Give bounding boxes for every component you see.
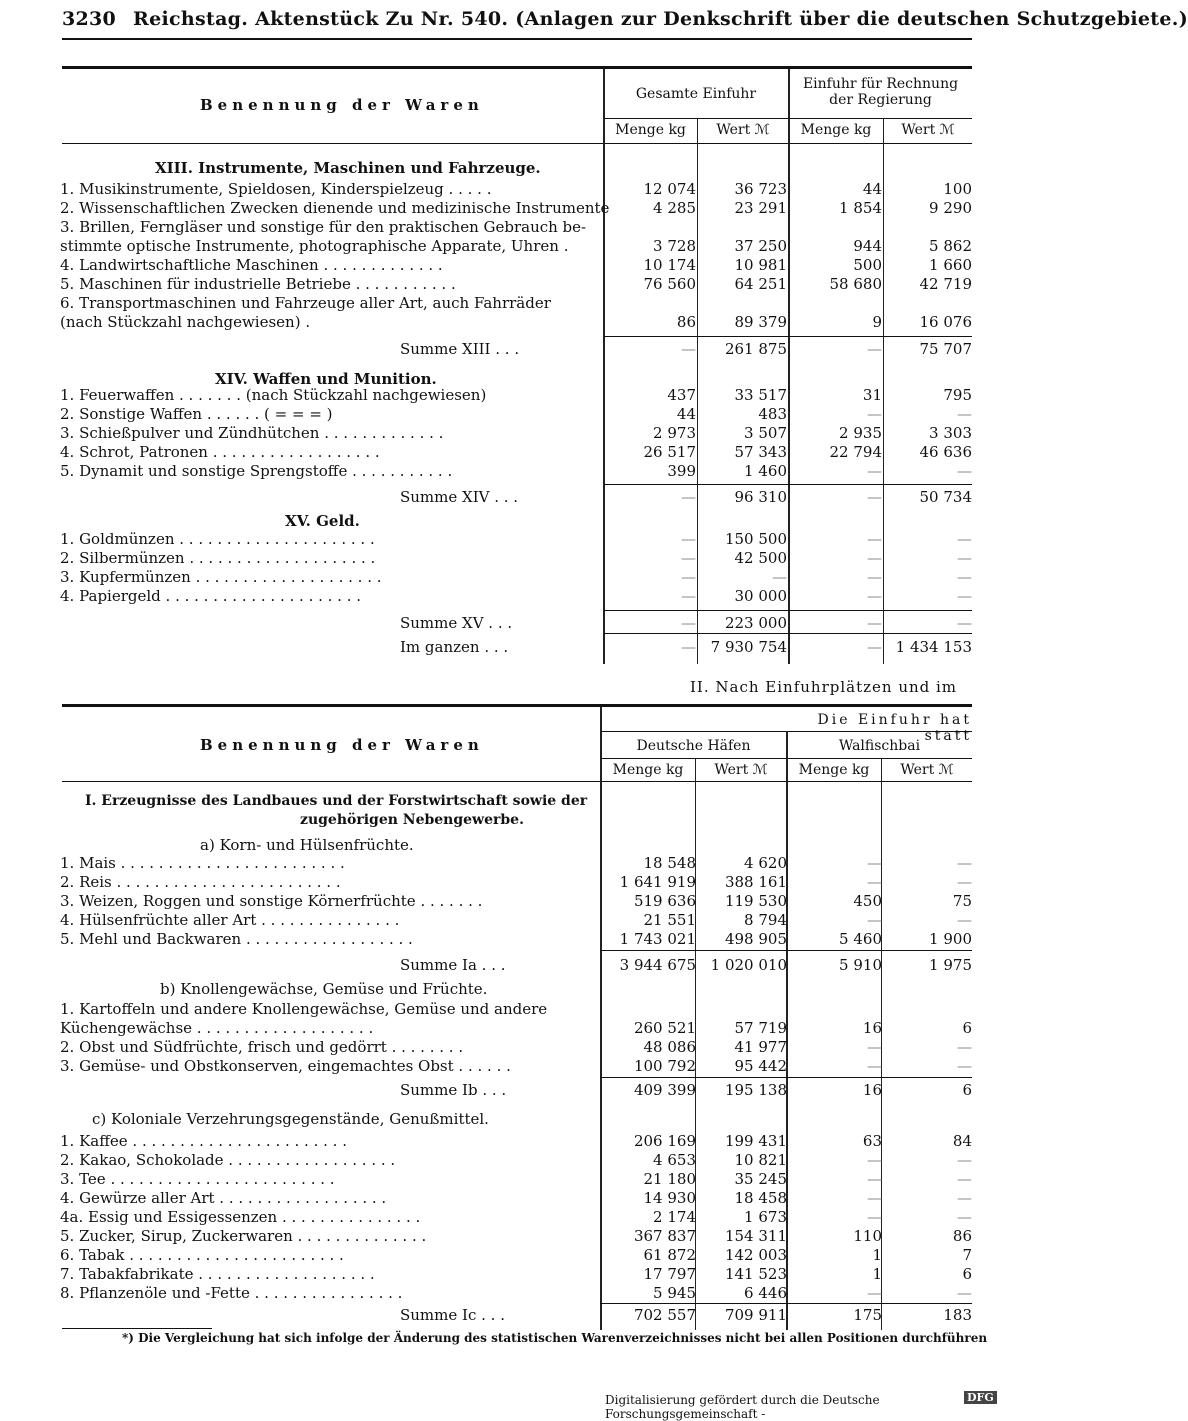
page-title: Reichstag. Aktenstück Zu Nr. 540. (Anlagen zur Denkschrift über die deutschen Schutzgebiete.): [133, 8, 1188, 30]
table-row: [0, 1246, 1000, 1265]
table2-wert-1: Wert ℳ: [714, 762, 768, 778]
subsection-b: b) Knollengewächse, Gemüse und Früchte.: [160, 980, 488, 998]
table-row: [0, 911, 1000, 930]
table-row: [0, 549, 1000, 568]
table1-wert-1: Wert ℳ: [716, 122, 770, 138]
cell-menge: 17 797: [643, 1265, 696, 1283]
row-label: 8. Pflanzenöle und -Fette . . . . . . . . . . . . . . . .: [60, 1284, 403, 1302]
cell-menge: 18 548: [643, 854, 696, 872]
cell-menge: 4 653: [653, 1151, 696, 1169]
cell-wert: —: [957, 854, 972, 872]
sum13-rule: [604, 336, 972, 337]
row-label: 3. Gemüse- und Obstkonserven, eingemachtes Obst . . . . . .: [60, 1057, 511, 1075]
cell-menge: 58 680: [829, 275, 882, 293]
table-row: [0, 443, 1000, 462]
footnote-rule: [62, 1328, 212, 1329]
cell-wert: 1 975: [929, 956, 972, 974]
cell-wert: 498 905: [724, 930, 787, 948]
cell-menge: —: [867, 549, 882, 567]
cell-menge: 367 837: [633, 1227, 696, 1245]
cell-menge: —: [681, 587, 696, 605]
table1-grp2b: der Regierung: [829, 92, 932, 108]
cell-menge: 4 285: [653, 199, 696, 217]
cell-menge: 1 641 919: [619, 873, 696, 891]
cell-wert: 6: [962, 1019, 972, 1037]
table2-head-rule: [62, 781, 972, 782]
cell-menge: —: [867, 854, 882, 872]
table2-grp2: Walfischbai: [838, 738, 921, 754]
table-row: [0, 1132, 1000, 1151]
row-label: 1. Mais . . . . . . . . . . . . . . . . . . . . . . . .: [60, 854, 345, 872]
cell-menge: —: [681, 549, 696, 567]
sum15-rule: [604, 610, 972, 611]
cell-wert: —: [957, 1170, 972, 1188]
cell-wert: 6 446: [744, 1284, 787, 1302]
cell-menge: 1: [872, 1246, 882, 1264]
subsection-c: c) Koloniale Verzehrungsgegenstände, Genußmittel.: [92, 1110, 489, 1128]
sum-row: [0, 1306, 1000, 1325]
cell-menge: 14 930: [643, 1189, 696, 1207]
cell-menge: 86: [676, 313, 696, 331]
cell-wert: —: [957, 549, 972, 567]
row-label: 4. Landwirtschaftliche Maschinen . . . . . . . . . . . . .: [60, 256, 443, 274]
table1-menge-2: Menge kg: [800, 122, 872, 138]
cell-wert: 10 821: [734, 1151, 787, 1169]
sum-label: Summe XIV . . .: [400, 488, 519, 506]
cell-menge: 44: [676, 405, 696, 423]
cell-menge: 5 910: [839, 956, 882, 974]
row-label: 4. Schrot, Patronen . . . . . . . . . . . . . . . . . .: [60, 443, 380, 461]
cell-wert: —: [772, 568, 787, 586]
cell-wert: 6: [962, 1265, 972, 1283]
table-row: [0, 930, 1000, 949]
row-label: 2. Kakao, Schokolade . . . . . . . . . . . . . . . . . .: [60, 1151, 396, 1169]
cell-menge: —: [867, 587, 882, 605]
cell-menge: —: [681, 530, 696, 548]
cell-wert: 57 719: [734, 1019, 787, 1037]
cell-menge: —: [867, 614, 882, 632]
cell-wert: 57 343: [734, 443, 787, 461]
dfg-logo: DFG: [964, 1391, 997, 1404]
cell-menge: 206 169: [633, 1132, 696, 1150]
cell-wert: 41 977: [734, 1038, 787, 1056]
cell-wert: 709 911: [724, 1306, 787, 1324]
row-label: (nach Stückzahl nachgewiesen) .: [60, 313, 311, 331]
table-row: [0, 180, 1000, 199]
cell-wert: 35 245: [734, 1170, 787, 1188]
row-label: 4. Gewürze aller Art . . . . . . . . . . . . . . . . . .: [60, 1189, 387, 1207]
sumc-rule: [600, 1303, 972, 1304]
table-row: [0, 237, 1000, 256]
row-label: 5. Dynamit und sonstige Sprengstoffe . . . . . . . . . . .: [60, 462, 453, 480]
cell-menge: 9: [872, 313, 882, 331]
cell-menge: 21 551: [643, 911, 696, 929]
table-row: [0, 199, 1000, 218]
table-row: [0, 1057, 1000, 1076]
row-label: 1. Goldmünzen . . . . . . . . . . . . . . . . . . . . .: [60, 530, 375, 548]
table-row: [0, 1189, 1000, 1208]
cell-wert: 199 431: [724, 1132, 787, 1150]
cell-wert: 95 442: [734, 1057, 787, 1075]
cell-wert: —: [957, 1057, 972, 1075]
cell-menge: 5 460: [839, 930, 882, 948]
cell-wert: 18 458: [734, 1189, 787, 1207]
cell-wert: —: [957, 911, 972, 929]
cell-wert: 42 719: [919, 275, 972, 293]
cell-wert: 154 311: [724, 1227, 787, 1245]
row-label: 7. Tabakfabrikate . . . . . . . . . . . . . . . . . . .: [60, 1265, 375, 1283]
cell-wert: 16 076: [919, 313, 972, 331]
table1-head-rule: [62, 143, 972, 144]
cell-wert: 195 138: [724, 1081, 787, 1099]
cell-wert: —: [957, 1284, 972, 1302]
table-row: [0, 313, 1000, 332]
table-row: [0, 1208, 1000, 1227]
cell-menge: 110: [853, 1227, 882, 1245]
cell-wert: 7 930 754: [710, 638, 787, 656]
row-label: 2. Sonstige Waffen . . . . . . ( = = = ): [60, 405, 333, 423]
cell-wert: 84: [952, 1132, 972, 1150]
cell-wert: 46 636: [919, 443, 972, 461]
row-label: 3. Brillen, Ferngläser und sonstige für den praktischen Gebrauch be-: [60, 218, 587, 236]
sum-label: Summe Ib . . .: [400, 1081, 507, 1099]
footnote: *) Die Vergleichung hat sich infolge der Änderung des statistischen Warenverzeichnisses nicht bei allen Positionen durchführen: [122, 1331, 988, 1345]
table-row: [0, 462, 1000, 481]
row-label: 4. Papiergeld . . . . . . . . . . . . . . . . . . . . .: [60, 587, 362, 605]
row-label: 2. Silbermünzen . . . . . . . . . . . . . . . . . . . .: [60, 549, 376, 567]
row-label: 4a. Essig und Essigessenzen . . . . . . . . . . . . . . .: [60, 1208, 421, 1226]
cell-menge: 44: [862, 180, 882, 198]
table-row: [0, 1000, 1000, 1019]
cell-menge: 76 560: [643, 275, 696, 293]
cell-menge: —: [681, 614, 696, 632]
row-label: 2. Reis . . . . . . . . . . . . . . . . . . . . . . . .: [60, 873, 341, 891]
cell-wert: 100: [943, 180, 972, 198]
cell-menge: —: [681, 488, 696, 506]
row-label: 1. Kartoffeln und andere Knollengewächse, Gemüse und andere: [60, 1000, 548, 1018]
row-label: 6. Tabak . . . . . . . . . . . . . . . . . . . . . . .: [60, 1246, 344, 1264]
cell-wert: 23 291: [734, 199, 787, 217]
sum-label: Summe XV . . .: [400, 614, 513, 632]
part2-title: II. Nach Einfuhrplätzen und im: [690, 678, 958, 696]
row-label: 4. Hülsenfrüchte aller Art . . . . . . . . . . . . . . .: [60, 911, 400, 929]
cell-menge: —: [867, 1189, 882, 1207]
table-row: [0, 1038, 1000, 1057]
sum14-rule: [604, 484, 972, 485]
table-row: [0, 386, 1000, 405]
cell-menge: 3 944 675: [619, 956, 696, 974]
cell-menge: —: [867, 488, 882, 506]
row-label: 1. Kaffee . . . . . . . . . . . . . . . . . . . . . . .: [60, 1132, 347, 1150]
row-label: Küchengewächse . . . . . . . . . . . . . . . . . . .: [60, 1019, 374, 1037]
cell-wert: 142 003: [724, 1246, 787, 1264]
cell-wert: 86: [952, 1227, 972, 1245]
cell-menge: 100 792: [633, 1057, 696, 1075]
cell-menge: —: [867, 1170, 882, 1188]
section-i-line2: zugehörigen Nebengewerbe.: [300, 812, 524, 828]
cell-menge: 5 945: [653, 1284, 696, 1302]
page-header: [62, 8, 1188, 30]
cell-menge: 16: [862, 1081, 882, 1099]
cell-wert: 388 161: [724, 873, 787, 891]
cell-menge: —: [867, 405, 882, 423]
table-row: [0, 1227, 1000, 1246]
cell-wert: —: [957, 1208, 972, 1226]
sum-row: [0, 1081, 1000, 1100]
cell-wert: 795: [943, 386, 972, 404]
cell-wert: 7: [962, 1246, 972, 1264]
cell-menge: 48 086: [643, 1038, 696, 1056]
cell-wert: 261 875: [724, 340, 787, 358]
cell-menge: 2 935: [839, 424, 882, 442]
cell-menge: 22 794: [829, 443, 882, 461]
table2-top-rule: [62, 704, 972, 707]
section-xiv: XIV. Waffen und Munition.: [215, 370, 437, 388]
row-label: 5. Zucker, Sirup, Zuckerwaren . . . . . . . . . . . . . .: [60, 1227, 427, 1245]
row-label: 3. Tee . . . . . . . . . . . . . . . . . . . . . . . .: [60, 1170, 335, 1188]
cell-wert: —: [957, 405, 972, 423]
table1-menge-1: Menge kg: [615, 122, 686, 138]
table2-menge-1: Menge kg: [612, 762, 684, 778]
cell-menge: 61 872: [643, 1246, 696, 1264]
table1-col-title: Benennung der Waren: [200, 96, 484, 114]
cell-wert: 10 981: [734, 256, 787, 274]
cell-wert: 30 000: [734, 587, 787, 605]
cell-wert: 9 290: [929, 199, 972, 217]
cell-menge: 1 854: [839, 199, 882, 217]
table-row: [0, 892, 1000, 911]
sum-row: [0, 614, 1000, 633]
table2-menge-2: Menge kg: [798, 762, 870, 778]
table1-top-rule: [62, 66, 972, 69]
sumb-rule: [600, 1077, 972, 1078]
table1-wert-2: Wert ℳ: [901, 122, 955, 138]
row-label: 3. Schießpulver und Zündhütchen . . . . . . . . . . . . .: [60, 424, 444, 442]
table2-wert-2: Wert ℳ: [900, 762, 954, 778]
cell-menge: 63: [862, 1132, 882, 1150]
cell-wert: 42 500: [734, 549, 787, 567]
row-label: 2. Obst und Südfrüchte, frisch und gedörrt . . . . . . . .: [60, 1038, 464, 1056]
table2-top-title: Die Einfuhr hat statt: [817, 712, 972, 744]
sum-row: [0, 488, 1000, 507]
cell-menge: —: [867, 462, 882, 480]
cell-menge: 2 973: [653, 424, 696, 442]
cell-wert: —: [957, 462, 972, 480]
table-row: [0, 1151, 1000, 1170]
table-row: [0, 873, 1000, 892]
sum-row: [0, 956, 1000, 975]
cell-wert: 223 000: [724, 614, 787, 632]
cell-wert: 50 734: [919, 488, 972, 506]
row-label: 2. Wissenschaftlichen Zwecken dienende und medizinische Instrumente: [60, 199, 610, 217]
cell-wert: 1 020 010: [710, 956, 787, 974]
cell-wert: 1 660: [929, 256, 972, 274]
row-label: 5. Mehl und Backwaren . . . . . . . . . . . . . . . . . .: [60, 930, 413, 948]
table-row: [0, 405, 1000, 424]
cell-menge: 437: [667, 386, 696, 404]
table2-grp1: Deutsche Häfen: [636, 738, 751, 754]
cell-wert: 75: [952, 892, 972, 910]
cell-wert: 75 707: [919, 340, 972, 358]
cell-wert: 5 862: [929, 237, 972, 255]
table-row: [0, 256, 1000, 275]
cell-menge: 399: [667, 462, 696, 480]
cell-wert: 3 303: [929, 424, 972, 442]
cell-wert: 33 517: [734, 386, 787, 404]
cell-menge: —: [867, 873, 882, 891]
sum-row: [0, 340, 1000, 359]
cell-menge: 1 743 021: [619, 930, 696, 948]
sum-label: Summe XIII . . .: [400, 340, 520, 358]
cell-menge: —: [867, 1208, 882, 1226]
cell-menge: 16: [862, 1019, 882, 1037]
cell-wert: 8 794: [744, 911, 787, 929]
cell-wert: 1 434 153: [895, 638, 972, 656]
row-label: 1. Musikinstrumente, Spieldosen, Kinderspielzeug . . . . .: [60, 180, 492, 198]
cell-wert: 141 523: [724, 1265, 787, 1283]
table-row: [0, 587, 1000, 606]
row-label: 1. Feuerwaffen . . . . . . . (nach Stückzahl nachgewiesen): [60, 386, 487, 404]
cell-wert: —: [957, 568, 972, 586]
cell-menge: —: [867, 1284, 882, 1302]
cell-menge: 260 521: [633, 1019, 696, 1037]
sum-label: Summe Ia . . .: [400, 956, 506, 974]
cell-menge: 2 174: [653, 1208, 696, 1226]
cell-menge: —: [867, 568, 882, 586]
dfg-note: Digitalisierung gefördert durch die Deutsche Forschungsgemeinschaft -: [605, 1393, 880, 1421]
table-row: [0, 218, 1000, 237]
cell-wert: 1 673: [744, 1208, 787, 1226]
sum-label: Im ganzen . . .: [400, 638, 509, 656]
cell-wert: 1 900: [929, 930, 972, 948]
cell-menge: 26 517: [643, 443, 696, 461]
cell-menge: 175: [853, 1306, 882, 1324]
page-number: 3230: [62, 8, 117, 30]
cell-menge: —: [867, 638, 882, 656]
cell-wert: 119 530: [724, 892, 787, 910]
total-rule: [604, 633, 972, 634]
row-label: 3. Weizen, Roggen und sonstige Körnerfrüchte . . . . . . .: [60, 892, 483, 910]
cell-wert: 36 723: [734, 180, 787, 198]
row-label: stimmte optische Instrumente, photographische Apparate, Uhren .: [60, 237, 569, 255]
cell-menge: —: [867, 1151, 882, 1169]
cell-menge: —: [867, 1038, 882, 1056]
table-row: [0, 1019, 1000, 1038]
sum-row: [0, 638, 1000, 657]
table-row: [0, 275, 1000, 294]
cell-wert: —: [957, 873, 972, 891]
cell-menge: 3 728: [653, 237, 696, 255]
table-row: [0, 1170, 1000, 1189]
cell-wert: —: [957, 1189, 972, 1207]
cell-wert: —: [957, 587, 972, 605]
cell-menge: 10 174: [643, 256, 696, 274]
cell-menge: —: [681, 568, 696, 586]
cell-menge: 500: [853, 256, 882, 274]
cell-menge: —: [867, 340, 882, 358]
cell-wert: 96 310: [734, 488, 787, 506]
cell-menge: 944: [853, 237, 882, 255]
cell-menge: 12 074: [643, 180, 696, 198]
table-row: [0, 1265, 1000, 1284]
table1-grp1: Gesamte Einfuhr: [635, 86, 757, 102]
cell-wert: —: [957, 614, 972, 632]
row-label: 6. Transportmaschinen und Fahrzeuge aller Art, auch Fahrräder: [60, 294, 551, 312]
cell-wert: —: [957, 1151, 972, 1169]
cell-wert: 64 251: [734, 275, 787, 293]
row-label: 5. Maschinen für industrielle Betriebe . . . . . . . . . . .: [60, 275, 456, 293]
cell-wert: 6: [962, 1081, 972, 1099]
table-row: [0, 424, 1000, 443]
cell-wert: 483: [758, 405, 787, 423]
table-row: [0, 854, 1000, 873]
cell-wert: 1 460: [744, 462, 787, 480]
cell-wert: 37 250: [734, 237, 787, 255]
cell-menge: —: [867, 1057, 882, 1075]
section-i-line1: I. Erzeugnisse des Landbaues und der Forstwirtschaft sowie der: [85, 793, 588, 809]
table-row: [0, 568, 1000, 587]
subsection-a: a) Korn- und Hülsenfrüchte.: [200, 836, 414, 854]
cell-wert: 89 379: [734, 313, 787, 331]
cell-menge: 409 399: [633, 1081, 696, 1099]
cell-wert: 4 620: [744, 854, 787, 872]
cell-wert: 183: [943, 1306, 972, 1324]
cell-wert: —: [957, 530, 972, 548]
table2-col-title: Benennung der Waren: [200, 736, 484, 754]
cell-menge: —: [681, 340, 696, 358]
table-row: [0, 530, 1000, 549]
cell-menge: 702 557: [633, 1306, 696, 1324]
section-xiii: XIII. Instrumente, Maschinen und Fahrzeuge.: [155, 159, 541, 177]
cell-menge: 31: [862, 386, 882, 404]
sum-label: Summe Ic . . .: [400, 1306, 505, 1324]
table1-grp2a: Einfuhr für Rechnung: [802, 76, 959, 92]
cell-menge: 21 180: [643, 1170, 696, 1188]
cell-menge: 450: [853, 892, 882, 910]
cell-wert: —: [957, 1038, 972, 1056]
cell-menge: —: [867, 911, 882, 929]
cell-menge: —: [867, 530, 882, 548]
section-xv: XV. Geld.: [285, 512, 360, 530]
row-label: 3. Kupfermünzen . . . . . . . . . . . . . . . . . . . .: [60, 568, 382, 586]
cell-menge: 1: [872, 1265, 882, 1283]
table-row: [0, 294, 1000, 313]
header-rule: [62, 38, 972, 40]
cell-wert: 3 507: [744, 424, 787, 442]
cell-menge: 519 636: [633, 892, 696, 910]
table-row: [0, 1284, 1000, 1303]
cell-wert: 150 500: [724, 530, 787, 548]
cell-menge: —: [681, 638, 696, 656]
suma-rule: [600, 950, 972, 951]
